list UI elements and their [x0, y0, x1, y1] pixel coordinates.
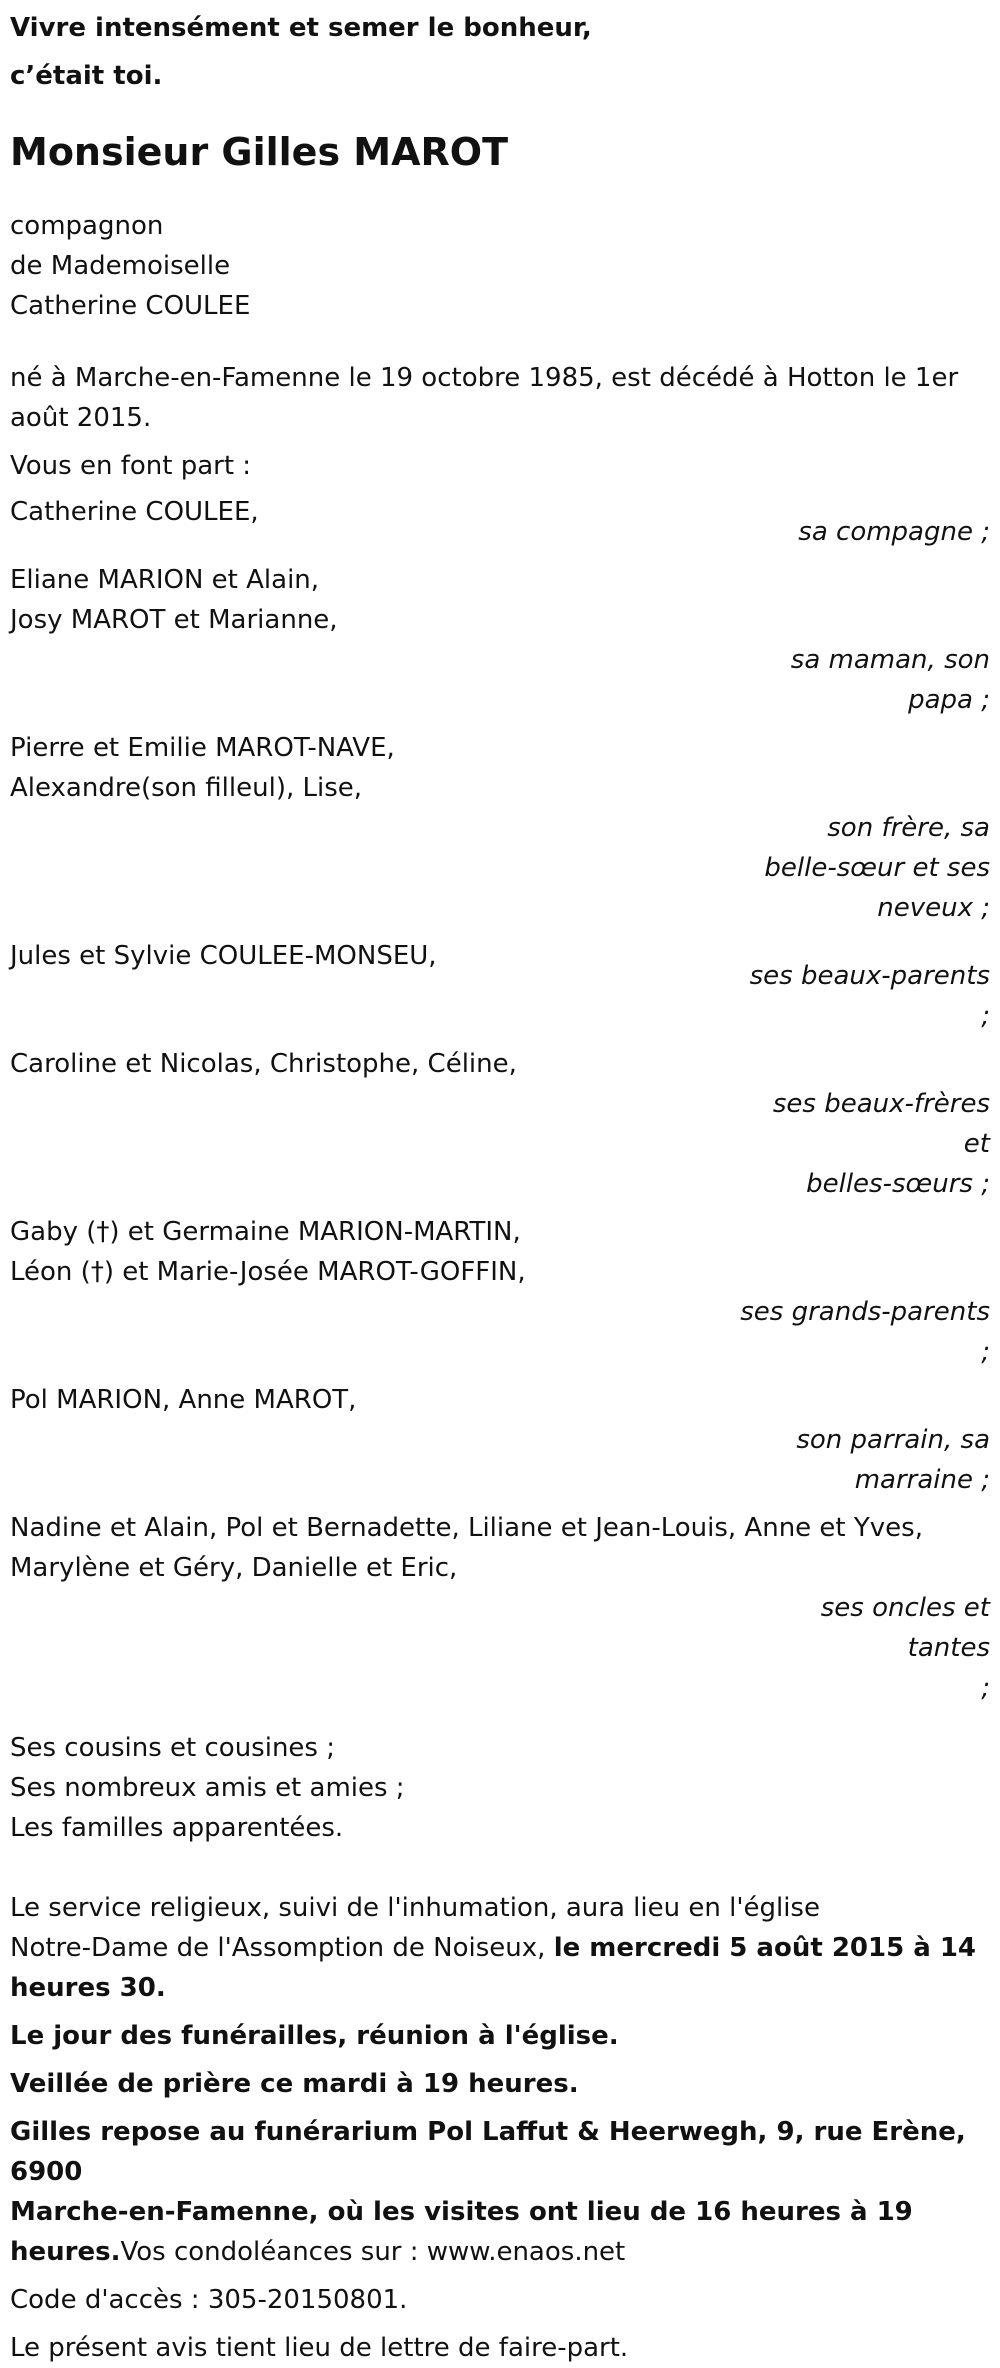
family-name-line: Léon (†) et Marie-Josée MAROT-GOFFIN, — [10, 1257, 526, 1287]
condolences-link[interactable]: Vos condoléances sur : www.enaos.net — [120, 2237, 626, 2267]
family-relation-line: ; — [981, 1673, 990, 1703]
access-code: Code d'accès : 305-20150801. — [10, 2285, 408, 2315]
family-entry — [10, 492, 990, 552]
announcement-intro: Vous en font part : — [10, 451, 252, 481]
family-names — [10, 1380, 990, 1420]
family-names — [10, 1212, 990, 1292]
epigraph — [10, 4, 990, 100]
funeral-home-line — [10, 2232, 990, 2272]
family-list — [10, 492, 990, 1708]
family-entry — [10, 1044, 990, 1204]
epigraph-line: c’était toi. — [10, 61, 163, 91]
family-relation-line: sa compagne ; — [798, 517, 990, 547]
companion-line: de Mademoiselle — [10, 251, 231, 281]
other-relatives-line: Les familles apparentées. — [10, 1813, 344, 1843]
funeral-home-hours: heures. — [10, 2237, 121, 2267]
funeral-home-line: Gilles repose au funérarium Pol Laffut & Heerwegh, 9, rue Erène, 6900 — [10, 2117, 966, 2187]
funeral-home-line: Marche-en-Famenne, où les visites ont lieu de 16 heures à 19 — [10, 2197, 913, 2227]
birth-line: né à Marche-en-Famenne le 19 octobre 1985, est décédé à Hotton le 1er — [10, 363, 959, 393]
family-name-line: Pierre et Emilie MAROT-NAVE, — [10, 733, 395, 763]
family-relation — [10, 1292, 990, 1372]
companion-line: compagnon — [10, 211, 164, 241]
family-names — [10, 728, 990, 808]
family-name-line: Pol MARION, Anne MAROT, — [10, 1385, 357, 1415]
family-names — [10, 1508, 990, 1588]
other-relatives-line: Ses nombreux amis et amies ; — [10, 1773, 405, 1803]
family-relation-line: sa maman, son — [790, 645, 990, 675]
service-location: Notre-Dame de l'Assomption de Noiseux, — [10, 1933, 554, 1963]
closing-notice: Le présent avis tient lieu de lettre de faire-part. — [10, 2333, 629, 2363]
family-entry — [10, 1508, 990, 1708]
family-names — [10, 1044, 990, 1084]
service-info — [10, 1888, 990, 2008]
funeral-home-info — [10, 2112, 990, 2272]
service-line: Le service religieux, suivi de l'inhumation, aura lieu en l'église — [10, 1893, 820, 1923]
family-name-line: Nadine et Alain, Pol et Bernadette, Liliane et Jean-Louis, Anne et Yves, — [10, 1513, 923, 1543]
family-relation-line: son frère, sa — [827, 813, 990, 843]
family-entry — [10, 728, 990, 928]
birth-death-statement — [10, 358, 990, 438]
family-relation-line: marraine ; — [854, 1465, 990, 1495]
service-line — [10, 1928, 990, 1968]
family-name-line: Eliane MARION et Alain, — [10, 565, 320, 595]
family-name-line: Josy MAROT et Marianne, — [10, 605, 338, 635]
family-entry — [10, 936, 990, 1036]
companion-block — [10, 206, 990, 326]
family-relation-line: son parrain, sa — [796, 1425, 990, 1455]
service-time: heures 30. — [10, 1973, 166, 2003]
family-entry — [10, 560, 990, 720]
family-relation — [10, 1588, 990, 1708]
family-relation-line: belle-sœur et ses — [764, 853, 990, 883]
family-relation — [10, 1420, 990, 1500]
family-name-line: Jules et Sylvie COULEE-MONSEU, — [10, 941, 437, 971]
meeting-notice: Le jour des funérailles, réunion à l'église. — [10, 2021, 619, 2051]
family-name-line: Alexandre(son filleul), Lise, — [10, 773, 363, 803]
family-name-line: Caroline et Nicolas, Christophe, Céline, — [10, 1049, 517, 1079]
family-relation-line: ses oncles et tantes — [820, 1593, 990, 1663]
service-date: le mercredi 5 août 2015 à 14 — [553, 1933, 977, 1963]
family-relation-line: ses beaux-parents ; — [749, 961, 990, 1031]
family-relation — [10, 1084, 990, 1204]
family-name-line: Catherine COULEE, — [10, 497, 259, 527]
family-name-line: Marylène et Géry, Danielle et Eric, — [10, 1553, 458, 1583]
family-name-line: Gaby (†) et Germaine MARION-MARTIN, — [10, 1217, 521, 1247]
family-relation — [10, 808, 990, 928]
birth-line: août 2015. — [10, 403, 152, 433]
other-relatives — [10, 1728, 990, 1848]
companion-line: Catherine COULEE — [10, 291, 251, 321]
family-names — [10, 560, 990, 640]
family-relation-line: belles-sœurs ; — [806, 1169, 990, 1199]
other-relatives-line: Ses cousins et cousines ; — [10, 1733, 335, 1763]
epigraph-line: Vivre intensément et semer le bonheur, — [10, 13, 592, 43]
family-entry — [10, 1212, 990, 1372]
family-entry — [10, 1380, 990, 1500]
vigil-notice: Veillée de prière ce mardi à 19 heures. — [10, 2069, 579, 2099]
family-relation-line: papa ; — [908, 685, 990, 715]
obituary-page — [0, 4, 1000, 2363]
family-relation-line: ses beaux-frères et — [772, 1089, 990, 1159]
page-title: Monsieur Gilles MAROT — [10, 130, 509, 174]
family-relation-line: neveux ; — [877, 893, 990, 923]
family-relation-line: ses grands-parents ; — [740, 1297, 990, 1367]
family-relation — [10, 640, 990, 720]
